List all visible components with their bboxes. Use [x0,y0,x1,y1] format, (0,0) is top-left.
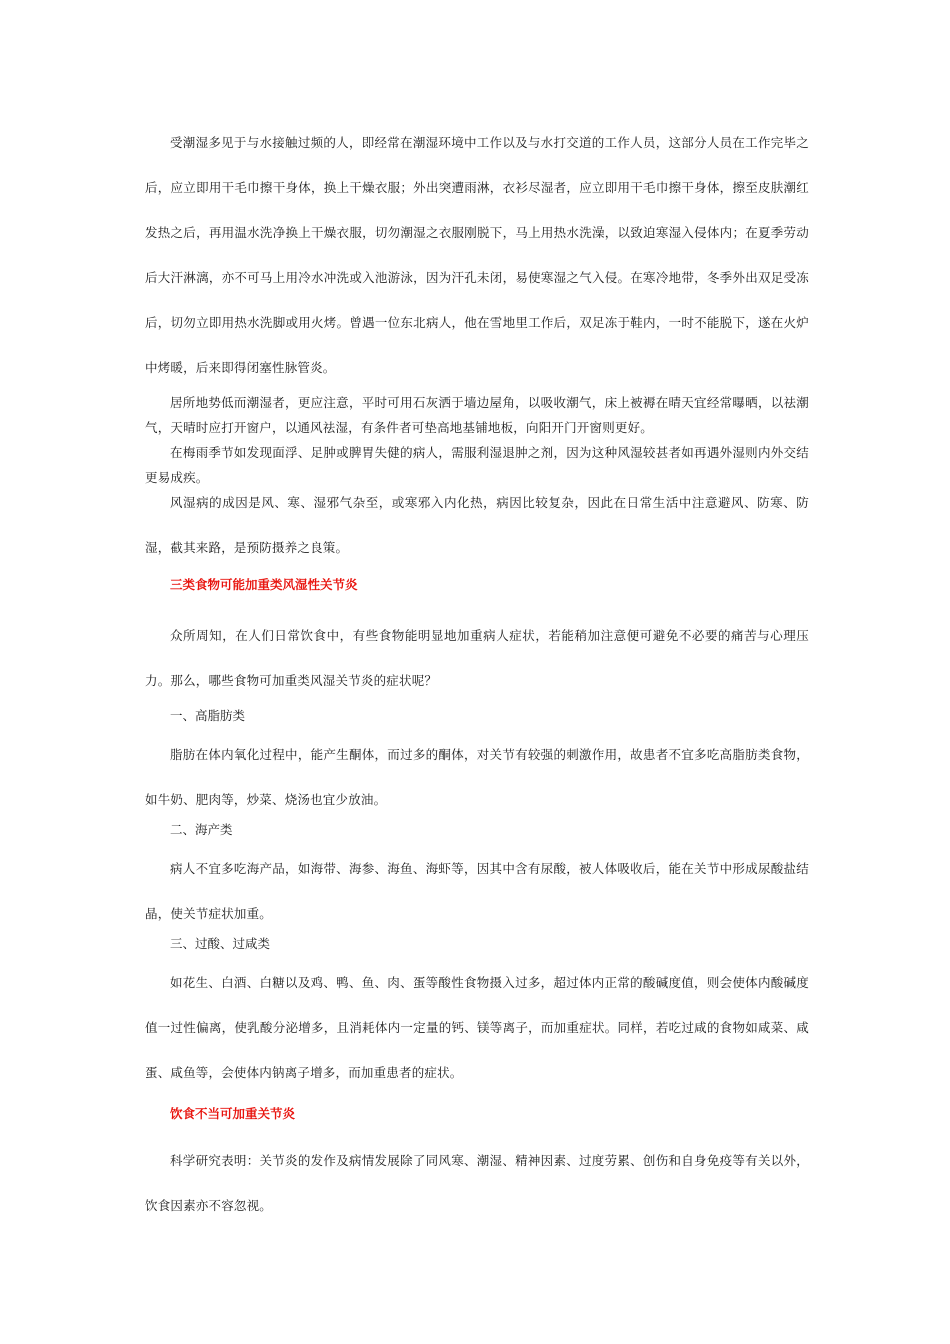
section-heading-diet: 饮食不当可加重关节炎 [170,1106,296,1121]
item-text-acidic-salty: 如花生、白酒、白糖以及鸡、鸭、鱼、肉、蛋等酸性食物摄入过多，超过体内正常的酸碱度值，则会使体内酸碱度值一过性偏离，使乳酸分泌增多，且消耗体内一定量的钙、镁等离子，而加重症状。同样，若吃过咸的食物如咸菜、咸蛋、咸鱼等，会使体内钠离子增多，而加重患者的症状。 [145,975,809,1080]
item-title-acidic-salty: 三、过酸、过咸类 [170,936,271,951]
paragraph-rheumatism-causes: 风湿病的成因是风、寒、湿邪气杂至，或寒邪入内化热，病因比较复杂，因此在日常生活中注意避风、防寒、防湿，截其来路，是预防摄养之良策。 [145,495,809,555]
paragraph-damp-exposure: 受潮湿多见于与水接触过频的人，即经常在潮湿环境中工作以及与水打交道的工作人员，这部分人员在工作完毕之后，应立即用干毛巾擦干身体，换上干燥衣服；外出突遭雨淋，衣衫尽湿者，应立即用干毛巾擦干身体，擦至皮肤潮红发热之后，再用温水洗净换上干燥衣服，切勿潮湿之衣服刚脱下，马上用热水洗澡，以致迫寒湿入侵体内；在夏季劳动后大汗淋漓，亦不可马上用冷水冲洗或入池游泳，因为汗孔未闭，易使寒湿之气入侵。在寒冷地带，冬季外出双足受冻后，切勿立即用热水洗脚或用火烤。曾遇一位东北病人，他在雪地里工作后，双足冻于鞋内，一时不能脱下，遂在火炉中烤暖，后来即得闭塞性脉管炎。 [145,135,809,375]
paragraph-rainy-season: 在梅雨季节如发现面浮、足肿或脾胃失健的病人，需服利湿退肿之剂，因为这种风湿较甚者如再遇外湿则内外交结更易成疾。 [145,445,809,485]
paragraph-damp-residence: 居所地势低而潮湿者，更应注意，平时可用石灰洒于墙边屋角，以吸收潮气，床上被褥在晴天宜经常曝晒，以祛潮气，天晴时应打开窗户，以通风祛湿，有条件者可垫高地基铺地板，向阳开门开窗则更好。 [145,395,809,435]
item-text-high-fat: 脂肪在体内氧化过程中，能产生酮体，而过多的酮体，对关节有较强的刺激作用，故患者不宜多吃高脂肪类食物，如牛奶、肥肉等，炒菜、烧汤也宜少放油。 [145,747,809,807]
section-heading-foods: 三类食物可能加重类风湿性关节炎 [170,577,358,592]
item-text-seafood: 病人不宜多吃海产品，如海带、海参、海鱼、海虾等，因其中含有尿酸，被人体吸收后，能在关节中形成尿酸盐结晶，使关节症状加重。 [145,861,809,921]
paragraph-foods-intro: 众所周知，在人们日常饮食中，有些食物能明显地加重病人症状，若能稍加注意便可避免不必要的痛苦与心理压力。那么，哪些食物可加重类风湿关节炎的症状呢？ [145,628,809,688]
document-page [145,120,809,1228]
paragraph-diet-research: 科学研究表明：关节炎的发作及病情发展除了同风寒、潮湿、精神因素、过度劳累、创伤和自身免疫等有关以外，饮食因素亦不容忽视。 [145,1153,809,1213]
item-title-high-fat: 一、高脂肪类 [170,708,246,723]
item-title-seafood: 二、海产类 [170,822,233,837]
